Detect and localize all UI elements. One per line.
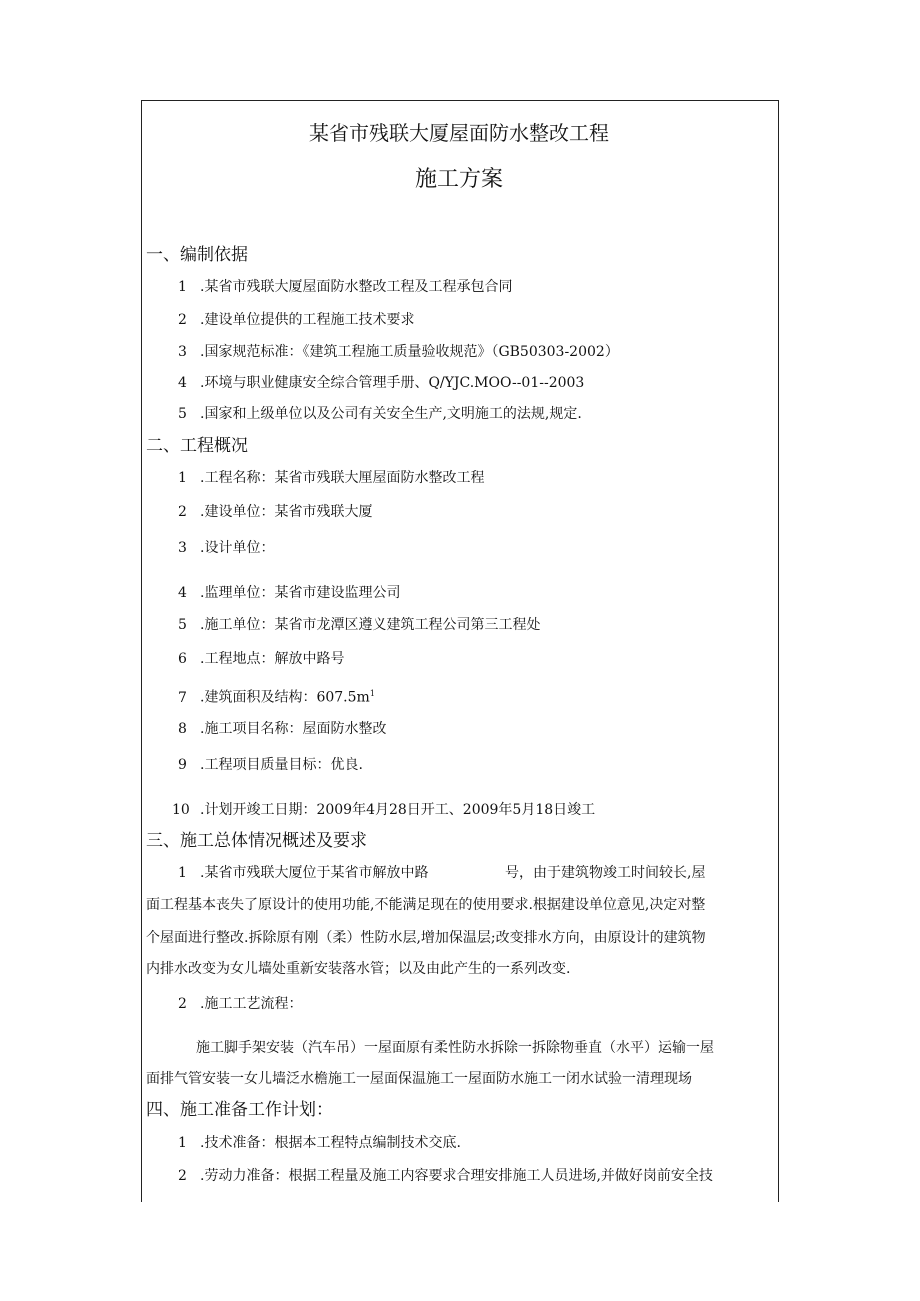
list-item: 1 .工程名称：某省市残联大厘屋面防水整改工程: [178, 470, 485, 486]
paragraph-line: 1 .某省市残联大厦位于某省市解放中路: [178, 865, 429, 881]
list-item: 2 .劳动力准备：根据工程量及施工内容要求合理安排施工人员进场,并做好岗前安全技: [178, 1168, 713, 1184]
paragraph-line: 个屋面进行整改.拆除原有刚（柔）性防水层,增加保温层;改变排水方向，由原设计的建筑物: [146, 930, 706, 946]
section-heading-3: 三、施工总体情况概述及要求: [146, 831, 367, 851]
superscript: 1: [369, 689, 375, 698]
list-item: 4 .环境与职业健康安全综合管理手册、Q/YJC.MOO--01--2003: [178, 375, 585, 391]
list-item: 7 .建筑面积及结构：$607.5m^1$: [178, 689, 375, 706]
list-item: 1 .技术准备：根据本工程特点编制技术交底.: [178, 1135, 461, 1151]
list-item: 8 .施工项目名称：屋面防水整改: [178, 721, 387, 737]
list-item: 5 .施工单位：某省市龙潭区遵义建筑工程公司第三工程处: [178, 617, 541, 633]
document-title: 某省市残联大厦屋面防水整改工程: [309, 121, 609, 145]
flow-line: 面排气管安装一女儿墙泛水檐施工一屋面保温施工一屋面防水施工一闭水试验一清理现场: [146, 1071, 692, 1087]
section-heading-2: 二、工程概况: [146, 436, 248, 456]
document-subtitle: 施工方案: [414, 167, 503, 192]
paragraph-line: 号，由于建筑物竣工时间较长,屋: [505, 865, 706, 881]
list-item: 1 .某省市残联大厦屋面防水整改工程及工程承包合同: [178, 279, 513, 295]
section-heading-1: 一、编制依据: [146, 245, 248, 265]
list-item: 4 .监理单位：某省市建设监理公司: [178, 585, 401, 601]
paragraph-line: 内排水改变为女儿墙处重新安装落水管；以及由此产生的一系列改变.: [146, 961, 571, 977]
flow-line: 施工脚手架安装（汽车吊）一屋面原有柔性防水拆除一拆除物垂直（水平）运输一屋: [196, 1040, 714, 1056]
list-item: 6 .工程地点：解放中路号: [178, 651, 345, 667]
section-heading-4: 四、施工准备工作计划：: [146, 1100, 333, 1120]
paragraph-line: 面工程基本丧失了原设计的使用功能,不能满足现在的使用要求.根据建设单位意见,决定对整: [146, 897, 706, 913]
list-item: 2 .建设单位：某省市残联大厦: [178, 504, 373, 520]
paragraph-line: 2 .施工工艺流程：: [178, 996, 303, 1012]
list-item: 9 .工程项目质量目标：优良.: [178, 757, 363, 773]
list-item: 10 .计划开竣工日期：2009年4月28日开工、2009年5月18日竣工: [172, 802, 596, 818]
list-item: 3 .国家规范标准：《建筑工程施工质量验收规范》（GB50303-2002）: [178, 344, 619, 360]
list-item: 3 .设计单位：: [178, 540, 275, 556]
list-item: 2 .建设单位提供的工程施工技术要求: [178, 312, 415, 328]
list-item: 5 .国家和上级单位以及公司有关安全生产,文明施工的法规,规定.: [178, 406, 582, 422]
